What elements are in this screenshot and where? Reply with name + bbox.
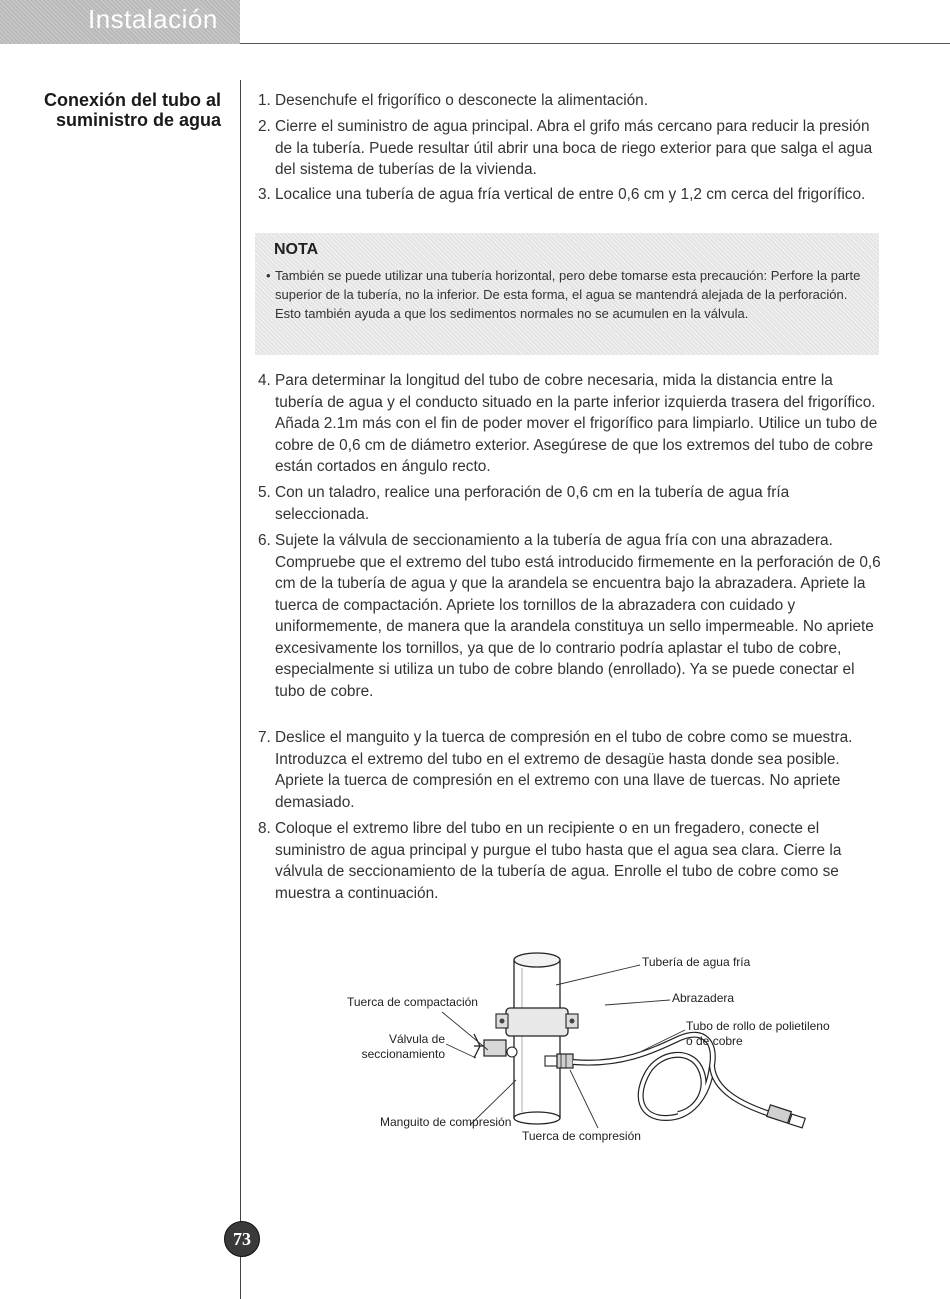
- label-valve-line1: Válvula de: [388, 1032, 445, 1046]
- note-title: NOTA: [274, 241, 319, 258]
- step-number: 4.: [258, 372, 271, 389]
- step-text: Sujete la válvula de seccionamiento a la tubería de agua fría con una abrazadera. Compruebe que el extremo del tubo está introducido firmemente en la perforación de 0,6 cm de la tubería de agua y que la arandela se encuentra bajo la abrazadera. Apriete la tuerca de compactación. Apriete los tornillos de la abrazadera con cuidado y uniformemente, de manera que la arandela constituya un sello impermeable. No apriete excesivamente los tornillos, ya que de lo contrario podría aplastar el tubo de cobre, especialmente si utiliza un tubo de cobre blando (enrollado). Ya se puede conectar el tubo de cobre.: [275, 532, 881, 700]
- step-number: 5.: [258, 484, 271, 501]
- note-body: También se puede utilizar una tubería horizontal, pero debe tomarse esta precaución: Perfore la parte superior de la tubería, no la inferior. De esta forma, el agua se mantendrá alejada de la perforación. Esto también ayuda a que los sedimentos normales no se acumulen en la válvula.: [275, 268, 861, 321]
- step-text: Desenchufe el frigorífico o desconecte la alimentación.: [275, 92, 649, 109]
- header-divider: [240, 43, 950, 44]
- list-item: [258, 184, 882, 206]
- shutoff-valve: [474, 1034, 517, 1058]
- note-bullet: •: [266, 268, 271, 283]
- coiled-tubing: [573, 1035, 805, 1128]
- step-text: Localice una tubería de agua fría vertical de entre 0,6 cm y 1,2 cm cerca del frigorífico.: [275, 186, 866, 203]
- note-text: [266, 266, 872, 323]
- installation-diagram: [330, 940, 850, 1160]
- step-number: 3.: [258, 186, 271, 203]
- list-item: [258, 370, 882, 478]
- list-item: [258, 116, 882, 181]
- step-text: Coloque el extremo libre del tubo en un recipiente o en un fregadero, conecte el suministro de agua principal y purgue el tubo hasta que el agua sea clara. Cierre la válvula de seccionamiento de la tubería de agua. Enrolle el tubo de cobre como se muestra a continuación.: [275, 820, 842, 902]
- list-item: [258, 482, 882, 525]
- step-text: Cierre el suministro de agua principal. Abra el grifo más cercano para reducir la presión de la tubería. Puede resultar útil abrir una boca de riego exterior para que salga el agua del sistema de tuberías de la vivienda.: [275, 118, 873, 178]
- step-text: Para determinar la longitud del tubo de cobre necesaria, mida la distancia entre la tubería de agua y el conducto situado en la parte inferior izquierda trasera del frigorífico. Añada 2.1m más con el fin de poder mover el frigorífico para limpiarlo. Utilice un tubo de cobre de 0,6 cm de diámetro exterior. Asegúrese de que los extremos del tubo de cobre están cortados en ángulo recto.: [275, 372, 878, 475]
- step-text: Con un taladro, realice una perforación de 0,6 cm en la tubería de agua fría seleccionada.: [275, 484, 790, 523]
- label-clamp: Abrazadera: [672, 991, 735, 1005]
- step-number: 1.: [258, 92, 271, 109]
- section-title: Conexión del tubo al suministro de agua: [43, 90, 221, 130]
- label-tube-line2: o de cobre: [686, 1034, 743, 1048]
- page-number-badge: 73: [224, 1221, 260, 1257]
- list-item: [258, 727, 882, 813]
- label-valve-line2: seccionamiento: [361, 1047, 445, 1061]
- step-text: Deslice el manguito y la tuerca de compresión en el tubo de cobre como se muestra. Introduzca el extremo del tubo en el extremo de desagüe hasta donde sea posible. Apriete la tuerca de compresión en el extremo con una llave de tuercas. No apriete demasiado.: [275, 729, 853, 811]
- list-item: [258, 530, 882, 702]
- clamp: [496, 1008, 578, 1036]
- label-cold-water-pipe: Tubería de agua fría: [642, 955, 751, 969]
- label-compaction-nut: Tuerca de compactación: [347, 995, 478, 1009]
- step-number: 6.: [258, 532, 271, 549]
- list-item: [258, 818, 882, 904]
- label-compression-nut: Tuerca de compresión: [522, 1129, 641, 1143]
- compression-fitting: [545, 1054, 573, 1068]
- label-compression-sleeve: Manguito de compresión: [380, 1115, 512, 1129]
- step-number: 7.: [258, 729, 271, 746]
- list-item: [258, 90, 882, 112]
- cold-water-pipe: [514, 953, 560, 1124]
- page-header-title: Instalación: [88, 4, 218, 34]
- step-number: 2.: [258, 118, 271, 135]
- step-number: 8.: [258, 820, 271, 837]
- column-divider: [240, 80, 241, 1299]
- label-tube-line1: Tubo de rollo de polietileno: [686, 1019, 830, 1033]
